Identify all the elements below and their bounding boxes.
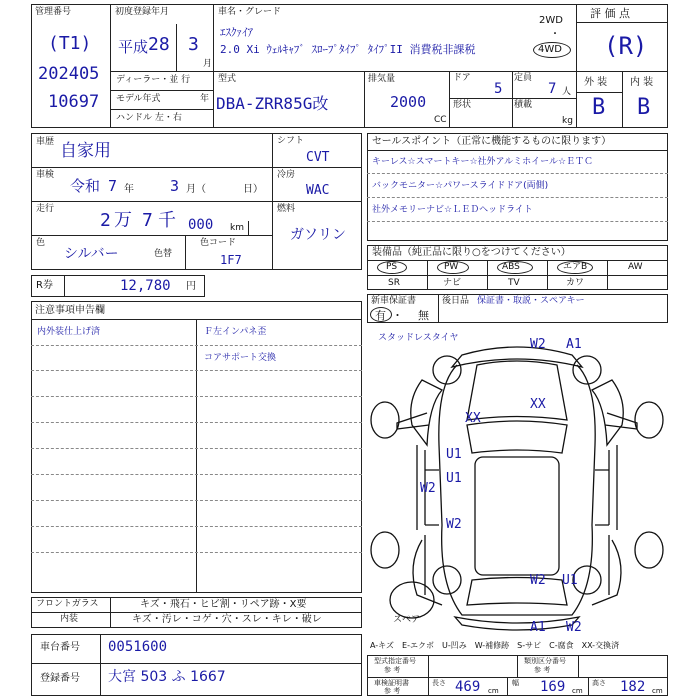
first-registration-era: 平成 [118,38,149,56]
equipment-airbag: エアB [563,262,588,272]
management-code: (T1) [48,33,92,54]
damage-front-w2: W2 [530,337,546,352]
capacity-unit: 人 [562,87,572,97]
class-ref: 参 考 [534,666,551,674]
mileage-rest: 000 [188,217,214,233]
interior-items: キズ・汚レ・コゲ・穴・スレ・キレ・破レ [132,614,322,625]
dealer-label: ディーラー・並 行 [116,75,191,85]
warranty-no: 無 [418,309,429,322]
management-label: 管理番号 [35,7,72,17]
warranty-dot: ・ [392,309,403,322]
rating-value: (R) [604,32,648,60]
width-unit: cm [572,687,583,695]
payload-label: 積載 [514,100,533,110]
mileage-sen: 7 [142,210,153,231]
inspection-box [31,167,273,202]
notes-label: 注意事項申告欄 [35,305,105,316]
displacement-value: 2000 [390,93,427,111]
capacity-label: 定員 [514,73,533,83]
class-label: 類別区分番号 [524,657,566,665]
color-label: 色 [36,238,46,248]
aftermarket-value: 保証書・取説・スペアキー [477,296,585,306]
damage-front-a1: A1 [566,337,582,352]
mileage-man: 2 [100,210,111,231]
type-designation-ref: 参 考 [384,666,401,674]
first-registration-month: 3 [188,34,199,55]
height-value: 182 [620,679,646,695]
damage-legend: A-キズ E-エクボ U-凹み W-補修跡 S-サビ C-腐食 XX-交換済 [370,641,620,650]
model-year-label: モデル年式 [116,94,161,104]
width-value: 169 [540,679,566,695]
interior-items-label: 内装 [60,614,79,624]
note-right-2: コアサポート交換 [204,353,277,363]
vehicle-damage-diagram [367,325,668,635]
management-number-2: 10697 [48,92,100,112]
rating-label: 評 価 点 [590,7,630,20]
first-registration-label: 初度登録年月 [115,7,170,17]
equipment-label: 装備品（純正品に限り○をつけてください） [372,247,571,258]
recycle-amount: 12,780 [120,278,171,294]
cert-label: 車検証明書 [374,679,409,687]
inspection-era: 令和 [70,177,101,195]
height-unit: cm [652,687,663,695]
doors-value: 5 [494,81,503,97]
first-registration-year: 28 [148,34,170,55]
repaint-label: 色替 [154,249,173,259]
history-label: 車歴 [36,137,55,147]
note-left-1: 内外装仕上げ済 [37,327,101,337]
car-grade: 2.0 Xi ｳｪﾙｷｬﾌﾞ ｽﾛｰﾌﾟﾀｲﾌﾟ ﾀｲﾌﾟII 消費税非課税 [220,43,476,56]
drive-2wd: 2WD [539,15,563,26]
damage-rear-u1: U1 [562,573,578,588]
fuel-label: 燃料 [277,204,296,214]
color-code-label: 色コード [200,238,237,248]
exterior-grade: B [592,95,606,120]
width-label: 幅 [512,679,519,687]
studless-label: スタッドレスタイヤ [378,333,459,343]
windshield-label: フロントガラス [36,599,99,609]
equipment-leather: カワ [566,278,585,288]
spare-label: スペア [393,615,421,625]
length-value: 469 [455,679,481,695]
equipment-abs: ABS [502,262,520,272]
recycle-unit: 円 [186,281,196,292]
sales-point-3: 社外メモリーナビ☆ＬＥＤヘッドライト [372,205,533,215]
capacity-value: 7 [548,81,557,97]
plate-label: 登録番号 [40,673,80,684]
height-label: 高さ [592,679,606,687]
car-name: ｴｽｸｧｲｱ [220,26,253,39]
exterior-label: 外 装 [584,77,608,88]
shift-label: シフト [277,136,305,146]
inspection-month: 3 [170,177,180,195]
recycle-label: R券 [36,280,53,291]
model-type: DBA-ZRR85G改 [216,94,329,113]
warranty-label: 新車保証書 [371,296,417,306]
payload-unit: kg [562,116,573,126]
damage-rear-w2: W2 [530,573,546,588]
management-number-1: 202405 [38,64,100,84]
inspection-label: 車検 [36,170,55,180]
damage-left-side-w2: W2 [420,481,436,496]
damage-front-fender-xx: XX [465,411,481,426]
shift-value: CVT [306,150,330,165]
equipment-ps: PS [386,262,398,272]
equipment-aw: AW [628,262,643,272]
recycle-box [31,275,205,297]
sales-points-label: セールスポイント（正常に機能するものに限ります） [372,136,612,147]
plate-value: 大宮 503 ふ 1667 [108,669,226,685]
type-designation-label: 型式指定番号 [374,657,416,665]
fuel-value: ガソリン [290,227,346,243]
equipment-tv: TV [508,278,520,288]
doors-label: ドア [453,73,471,83]
shape-label: 形状 [453,100,472,110]
chassis-value: 0051600 [108,639,168,655]
length-label: 長さ [432,679,446,687]
inspection-day-unit: 日） [243,184,263,195]
damage-hood-xx: XX [530,397,546,412]
sales-point-2: バックモニター☆パワースライドドア(両側) [372,181,549,191]
mileage-man-unit: 万 [114,210,132,231]
color-code-value: 1F7 [220,253,242,267]
chassis-box [31,634,362,664]
name-grade-label: 車名・グレード [218,7,282,17]
damage-rear-bumper-a1: A1 [530,620,546,635]
equipment-pw: PW [444,262,459,272]
model-type-label: 型式 [218,74,237,84]
inspection-year-unit: 年 [124,184,134,195]
handle-label: ハンドル 左・右 [116,113,182,123]
damage-left-door-u1b: U1 [446,471,462,486]
model-year-unit: 年 [200,94,210,104]
mileage-label: 走行 [36,204,55,214]
damage-rear-bumper-w2: W2 [566,620,582,635]
aircon-label: 冷房 [277,170,296,180]
drive-dot: ・ [550,29,560,40]
color-value: シルバー [64,246,119,262]
interior-grade: B [637,95,651,120]
aircon-value: WAC [306,183,330,198]
chassis-label: 車台番号 [40,642,80,653]
drive-4wd: 4WD [538,44,562,55]
equipment-sr: SR [388,278,400,288]
equipment-navi: ナビ [443,278,462,288]
interior-label: 内 装 [630,77,654,88]
first-registration-month-unit: 月 [203,59,213,69]
sales-point-1: キーレス☆スマートキー☆社外アルミホイール☆ＥＴＣ [372,157,594,167]
windshield-items: キズ・飛石・ヒビ割・リペア跡・X要 [140,599,307,610]
mileage-sen-unit: 千 [158,210,176,231]
displacement-unit: CC [434,115,447,125]
inspection-year: 7 [108,177,118,195]
cert-ref: 参 考 [384,687,401,695]
warranty-yes: 有 [375,309,386,322]
length-unit: cm [488,687,499,695]
history-value: 自家用 [60,141,111,161]
damage-left-rear-w2: W2 [446,517,462,532]
aftermarket-label: 後日品 [442,296,470,306]
inspection-month-unit: 月（ [186,184,206,195]
mileage-unit: km [230,223,244,233]
note-right-1: Ｆ左インパネ歪 [204,327,267,337]
damage-left-door-u1a: U1 [446,447,462,462]
displacement-label: 排気量 [368,74,396,84]
